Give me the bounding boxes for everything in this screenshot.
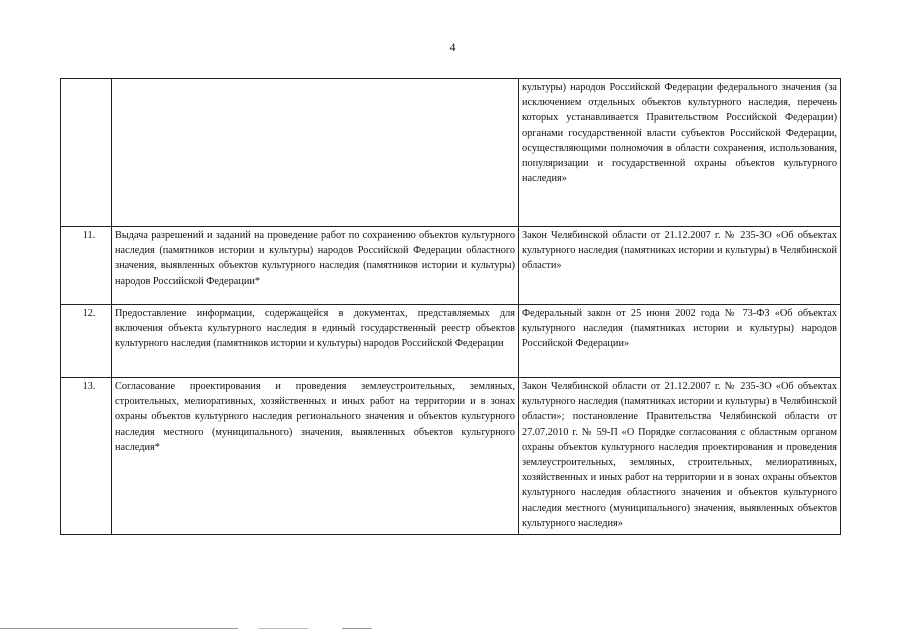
table-row [61, 305, 841, 378]
legal-basis: Закон Челябинской области от 21.12.2007 г. № 235-ЗО «Об объектах культурного наследия (памятниках истории и культуры) в Челябинской области»; постановление Правительства Челябинской области от 27.07.2010 г. № 59-П «О Порядке согласования с областным органом охраны объектов культурного наследия проектирования и проведения землеустроительных, земляных, строительных, мелиоративных, хозяйственных и иных работ на территории и в зонах охраны объектов культурного наследия областного значения и объектов культурного наследия местного (муниципального) значения, выявленных объектов культурного наследия» [522, 381, 837, 529]
scan-line [342, 628, 372, 629]
row-number-cell [61, 79, 112, 227]
legal-basis-cell [519, 79, 841, 227]
scan-line [258, 628, 308, 629]
scan-line [0, 628, 238, 629]
service-description-cell [112, 227, 519, 305]
page-number: 4 [449, 40, 456, 54]
legal-basis: Федеральный закон от 25 июня 2002 года № 73-ФЗ «Об объектах культурного наследия (памятниках истории и культуры) народов Российской Федерации» [522, 308, 837, 350]
row-number: 11. [82, 230, 96, 241]
table-row [61, 378, 841, 535]
table-row [61, 227, 841, 305]
row-number: 13. [82, 381, 96, 392]
row-number-cell [61, 227, 112, 305]
legal-basis-cell [519, 305, 841, 378]
service-description-cell [112, 305, 519, 378]
row-number-cell [61, 378, 112, 535]
services-table [60, 78, 841, 535]
legal-basis-cell [519, 378, 841, 535]
legal-basis: Закон Челябинской области от 21.12.2007 г. № 235-ЗО «Об объектах культурного наследия (памятниках истории и культуры) в Челябинской области» [522, 230, 837, 272]
service-description: Согласование проектирования и проведения землеустроительных, земляных, строительных, мелиоративных, хозяйственных и иных работ на территории и в зонах охраны объектов культурного наследия регионального значения и объектов культурного наследия местного (муниципального) значения, выявленных объектов культурного наследия* [115, 381, 515, 453]
row-number-cell [61, 305, 112, 378]
legal-basis-cell [519, 227, 841, 305]
row-number: 12. [82, 308, 96, 319]
service-description-cell [112, 79, 519, 227]
legal-basis: культуры) народов Российской Федерации федерального значения (за исключением отдельных объектов культурного наследия, перечень которых устанавливается Правительством Российской Федерации) органами государственной власти субъектов Российской Федерации, осуществляющими полномочия в области сохранения, использования, популяризации и государственной охраны объектов культурного наследия» [522, 82, 837, 185]
service-description-cell [112, 378, 519, 535]
scan-artifacts [0, 628, 905, 636]
service-description: Выдача разрешений и заданий на проведение работ по сохранению объектов культурного наследия (памятников истории и культуры) народов Российской Федерации областного значения, выявленных объектов культурного наследия (памятников истории и культуры) народов Российской Федерации* [115, 230, 515, 287]
table-row [61, 79, 841, 227]
service-description: Предоставление информации, содержащейся в документах, представляемых для включения объекта культурного наследия в единый государственный реестр объектов культурного наследия (памятников истории и культуры) народов Российской Федерации [115, 308, 515, 350]
